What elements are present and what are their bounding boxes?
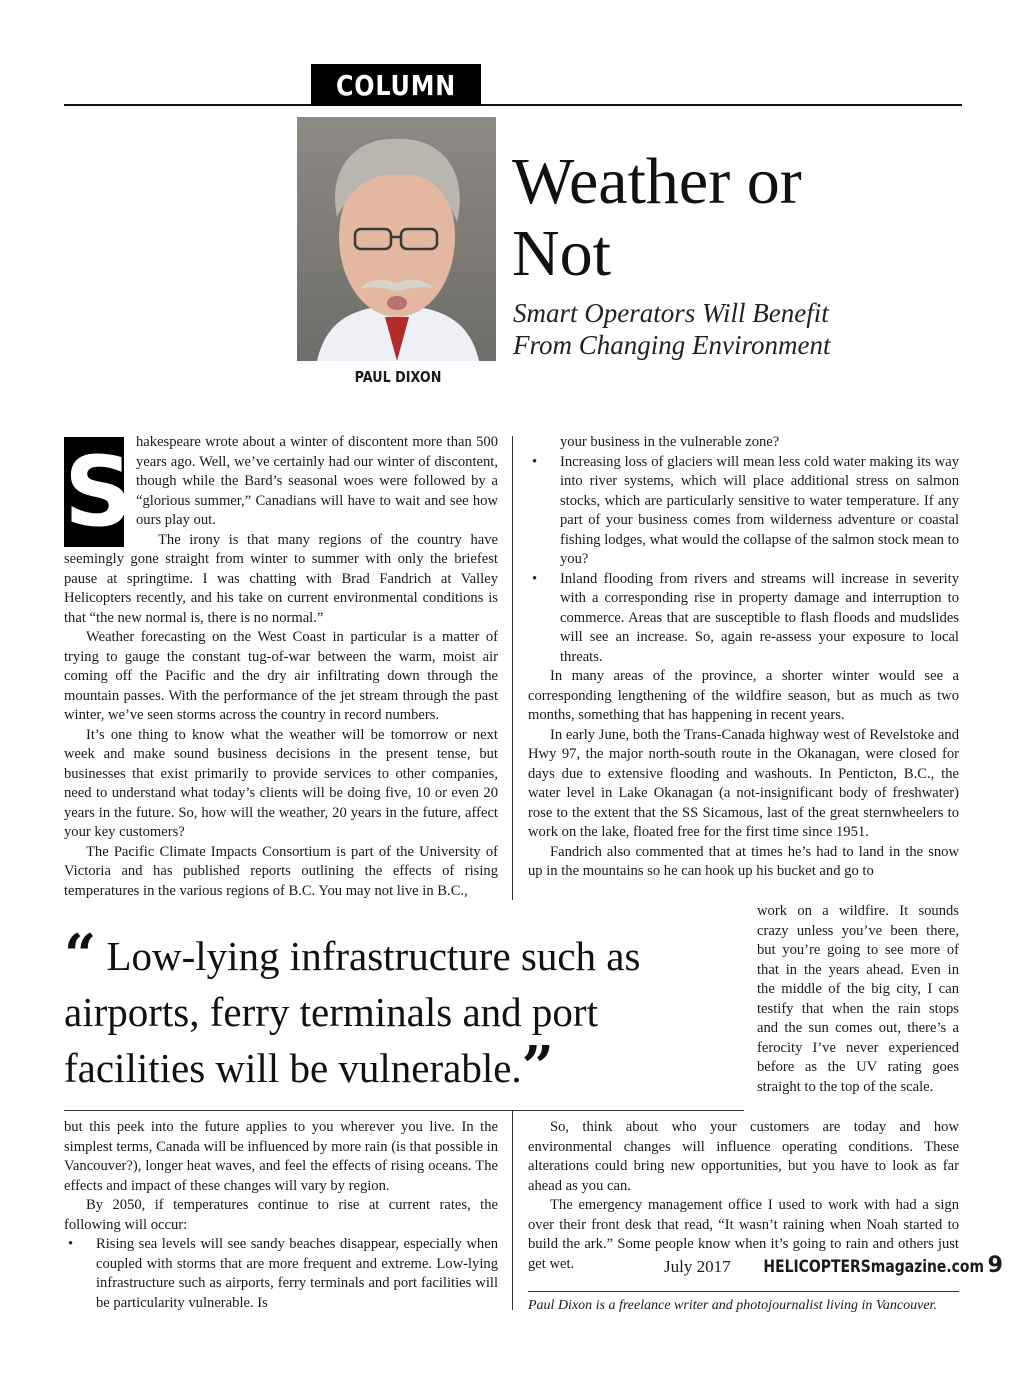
paragraph: In many areas of the province, a shorter winter would see a corresponding lengthening of the wildfire season, but as much as two months, something that has happening in recent years. <box>528 668 959 723</box>
article-subtitle <box>513 297 953 361</box>
magazine-site: HELICOPTERSmagazine.com <box>763 1257 984 1277</box>
paragraph: So, think about who your customers are today and how environmental changes will influence operating conditions. These alterations could bring new opportunities, but you have to look as far ahead as you can. <box>528 1119 959 1194</box>
author-portrait-icon <box>297 117 496 361</box>
paragraph: The Pacific Climate Impacts Consortium is part of the University of Victoria and has published reports outlining the effects of rising temperatures in the various regions of B.C. You may not live in B.C., <box>64 843 498 899</box>
subtitle-line-1: Smart Operators Will Benefit <box>513 298 829 328</box>
bullet-list <box>528 453 959 668</box>
column-divider <box>512 436 513 900</box>
drop-cap: S <box>64 436 134 548</box>
column-2-side <box>757 902 959 1097</box>
byline-rule <box>528 1291 959 1292</box>
paragraph: It’s one thing to know what the weather will be tomorrow or next week and make sound business decisions in the present tense, but businesses that exist primarily to provide services to other companies, need to understand what today’s clients will be doing five, 10 or even 20 years in the future. So, how will the weather, 20 years in the future, affect your key customers? <box>64 726 498 840</box>
page-footer <box>664 1253 1003 1278</box>
paragraph: The irony is that many regions of the country have seemingly gone straight from winter to summer with only the briefest pause at springtime. I was chatting with Brad Fandrich at Valley Helicopters recently, and his take on current environmental conditions is that “the new normal is, there is no normal.” <box>64 531 498 626</box>
column-2-top <box>528 433 959 882</box>
paragraph: The emergency management office I used to work with had a sign over their front desk that read, “It wasn’t raining when Noah started to build the ark.” Some people know when it’s going to rain and others just get wet. <box>528 1197 959 1272</box>
paragraph: hakespeare wrote about a winter of discontent more than 500 years ago. Well, we’ve certainly had our winter of discontent, though while the Bard’s seasonal woes were followed by a “glorious summer,” Canadians will have to wait and see how ours play out. <box>136 434 498 528</box>
header-rule <box>64 104 962 106</box>
author-name: PAUL DIXON <box>354 368 442 386</box>
title-line-2: Not <box>512 217 611 290</box>
article-title <box>512 146 972 290</box>
page-number: 9 <box>987 1253 1003 1278</box>
paragraph: but this peek into the future applies to you wherever you live. In the simplest terms, Canada will be influenced by more rain (is that possible in Vancouver?), longer heat waves, and feel the effects of rising oceans. The effects and impact of these changes will vary by region. <box>64 1119 498 1194</box>
column-1-top <box>64 433 498 901</box>
open-quote-icon: “ <box>64 922 97 988</box>
section-label: COLUMN <box>311 64 481 106</box>
paragraph: work on a wildfire. It sounds crazy unless you’ve been there, but you’re going to see more of that in the years ahead. Even in the middle of the big city, I can testify that when the rain stops and the sun comes out, there’s a ferocity I’ve never experienced before as the UV rating goes straight to the top of the scale. <box>757 903 959 1095</box>
pull-quote <box>64 922 704 1100</box>
list-item: • Increasing loss of glaciers will mean less cold water making its way into river systems, which will place additional stress on salmon stocks, which are particularly sensitive to water temperature. If any part of your business comes from wilderness adventure or coastal fishing lodges, what would the collapse of the salmon stock mean to you? <box>528 453 959 570</box>
column-2-bottom <box>528 1118 959 1274</box>
subtitle-line-2: From Changing Environment <box>513 330 831 360</box>
paragraph: Fandrich also commented that at times he’s had to land in the snow up in the mountains so he can hook up his bucket and go to <box>528 843 959 879</box>
column-1-bottom <box>64 1118 498 1313</box>
pull-quote-text: Low-lying infrastructure such as airports, ferry terminals and port facilities will be vulnerable. <box>64 933 641 1091</box>
paragraph: Weather forecasting on the West Coast in particular is a matter of trying to gauge the constant tug-of-war between the warm, moist air coming off the Pacific and the dry air infiltrating down through the mountain passes. With the performance of the jet stream through the past winter, we’ve seen storms across the country in record numbers. <box>64 629 498 723</box>
author-byline: Paul Dixon is a freelance writer and photojournalist living in Vancouver. <box>528 1298 937 1313</box>
list-item: • Inland flooding from rivers and streams will increase in severity with a corresponding rise in property damage and interruption to commerce. Areas that are susceptible to flash floods and mudslides will see an increase. So, again re-assess your exposure to local threats. <box>528 570 959 668</box>
paragraph: By 2050, if temperatures continue to rise at current rates, the following will occur: <box>64 1197 498 1233</box>
column-divider <box>512 1110 513 1310</box>
issue-date: July 2017 <box>664 1257 731 1276</box>
paragraph: In early June, both the Trans-Canada highway west of Revelstoke and Hwy 97, the major north-south route in the Okanagan, were closed for days due to extensive flooding and washouts. In Penticton, B.C., the water level in Lake Okanagan (a not-insignificant body of freshwater) rose to the extent that the SS Sicamous, last of the great sternwheelers to work on the lake, floated free for the first time since 1951. <box>528 726 959 840</box>
title-line-1: Weather or <box>512 145 802 218</box>
list-item: • Rising sea levels will see sandy beaches disappear, especially when coupled with storms that are more frequent and extreme. Low-lying infrastructure such as airports, ferry terminals and port facilities will be particularity vulnerable. Is <box>64 1235 498 1313</box>
paragraph: your business in the vulnerable zone? <box>560 434 780 450</box>
close-quote-icon: ” <box>521 1034 554 1100</box>
bullet-list <box>64 1235 498 1313</box>
quote-rule <box>64 1110 744 1111</box>
